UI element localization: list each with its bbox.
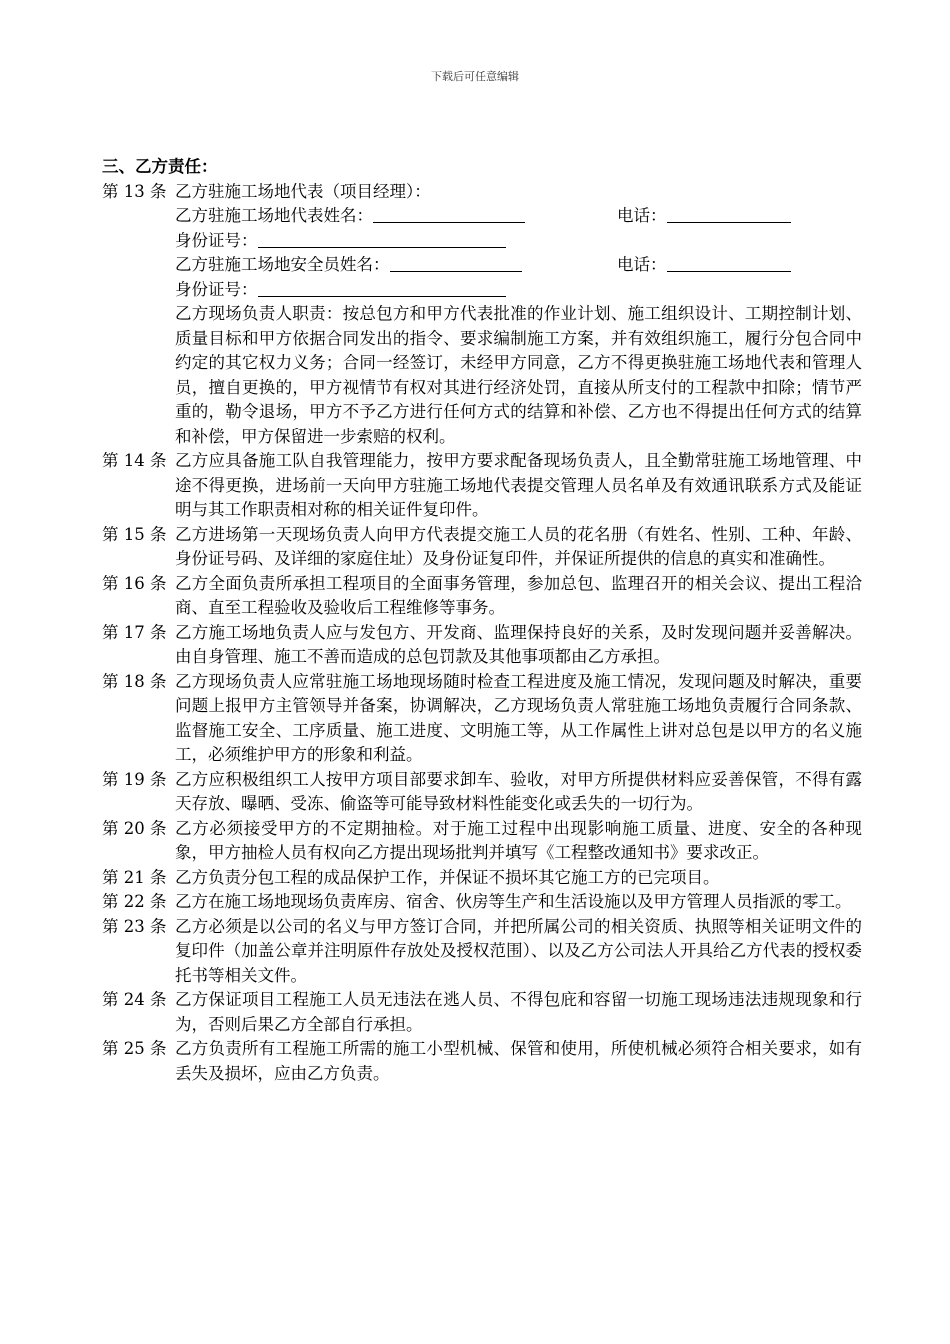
- article-text: 乙方在施工场地现场负责库房、宿舍、伙房等生产和生活设施以及甲方管理人员指派的零工。: [175, 892, 852, 911]
- rep-id-label: 身份证号：: [175, 230, 258, 250]
- article-text: 乙方必须是以公司的名义与甲方签订合同，并把所属公司的相关资质、执照等相关证明文件的复印件（加盖公章并注明原件存放处及授权范围）、以及乙方公司法人开具给乙方代表的授权委托书等相关文件。: [175, 916, 862, 985]
- section-title: 三、乙方责任：: [102, 157, 218, 176]
- article-label: 第 15 条: [102, 524, 167, 544]
- rep-id-blank[interactable]: [258, 229, 506, 248]
- rep-name-line: [175, 204, 862, 229]
- article-row: [102, 523, 862, 572]
- article-13: [102, 180, 862, 205]
- article-text: 乙方应积极组织工人按甲方项目部要求卸车、验收，对甲方所提供材料应妥善保管，不得有露天存放、曝晒、受冻、偷盗等可能导致材料性能变化或丢失的一切行为。: [175, 769, 862, 813]
- article-row: [102, 449, 862, 523]
- article-label: 第 20 条: [102, 818, 167, 838]
- rep-id-line: [175, 229, 862, 254]
- article-label: 第 19 条: [102, 769, 167, 789]
- safety-name-blank[interactable]: [390, 253, 522, 272]
- rep-fields: [102, 204, 862, 449]
- article-row: [102, 915, 862, 989]
- article-text: 乙方保证项目工程施工人员无违法在逃人员、不得包庇和容留一切施工现场违法违规现象和行为，否则后果乙方全部自行承担。: [175, 990, 862, 1034]
- rep-name-blank[interactable]: [373, 204, 525, 223]
- article-text: 乙方施工场地负责人应与发包方、开发商、监理保持良好的关系，及时发现问题并妥善解决。由自身管理、施工不善而造成的总包罚款及其他事项都由乙方承担。: [175, 622, 862, 666]
- article-text: 乙方必须接受甲方的不定期抽检。对于施工过程中出现影响施工质量、进度、安全的各种现象，甲方抽检人员有权向乙方提出现场批判并填写《工程整改通知书》要求改正。: [175, 818, 862, 862]
- safety-phone-label: 电话：: [617, 255, 667, 274]
- rep-phone-blank[interactable]: [667, 204, 791, 223]
- article-label: 第 14 条: [102, 451, 167, 470]
- article-text: 乙方负责分包工程的成品保护工作，并保证不损坏其它施工方的已完项目。: [175, 867, 720, 887]
- article-row: [102, 1037, 862, 1086]
- article-row: [102, 817, 862, 866]
- article-text: 乙方驻施工场地代表（项目经理）：: [175, 181, 431, 201]
- rep-phone-label: 电话：: [617, 206, 667, 225]
- article-label: 第 16 条: [102, 573, 167, 593]
- article-row: [102, 670, 862, 768]
- article-row: [102, 890, 862, 915]
- safety-id-label: 身份证号：: [175, 279, 258, 299]
- article-text: 乙方进场第一天现场负责人向甲方代表提交施工人员的花名册（有姓名、性别、工种、年龄、身份证号码、及详细的家庭住址）及身份证复印件，并保证所提供的信息的真实和准确性。: [175, 524, 862, 568]
- article-text: 乙方应具备施工队自我管理能力，按甲方要求配备现场负责人，且全勤常驻施工场地管理、中途不得更换，进场前一天向甲方驻施工场地代表提交管理人员名单及有效通讯联系方式及能证明与其工作职责相对称的相关证件复印件。: [175, 451, 862, 519]
- document-body: [102, 155, 862, 1086]
- article-label: 第 13 条: [102, 181, 167, 201]
- article-label: 第 25 条: [102, 1039, 167, 1058]
- article-label: 第 17 条: [102, 622, 167, 642]
- article-text: 乙方全面负责所承担工程项目的全面事务管理，参加总包、监理召开的相关会议、提出工程洽商、直至工程验收及验收后工程维修等事务。: [175, 573, 862, 617]
- article-text: 乙方现场负责人应常驻施工场地现场随时检查工程进度及施工情况，发现问题及时解决，重要问题上报甲方主管领导并备案，协调解决，乙方现场负责人常驻施工场地负责履行合同条款、监督施工安全、工序质量、施工进度、文明施工等，从工作属性上讲对总包是以甲方的名义施工，必须维护甲方的形象和利益。: [175, 671, 862, 764]
- safety-id-blank[interactable]: [258, 278, 506, 297]
- article-label: 第 18 条: [102, 671, 167, 691]
- article-label: 第 22 条: [102, 892, 167, 911]
- article-row: [102, 768, 862, 817]
- article-row: [102, 988, 862, 1037]
- safety-name-label: 乙方驻施工场地安全员姓名：: [175, 255, 390, 274]
- safety-phone-blank[interactable]: [667, 253, 791, 272]
- article-label: 第 21 条: [102, 867, 167, 887]
- article-row: [102, 572, 862, 621]
- rep-name-label: 乙方驻施工场地代表姓名：: [175, 206, 373, 225]
- article-label: 第 23 条: [102, 916, 167, 936]
- safety-id-line: [175, 278, 862, 303]
- page-header: 下载后可任意编辑: [431, 70, 519, 83]
- article-row: [102, 866, 862, 891]
- safety-name-line: [175, 253, 862, 278]
- article-list: [102, 449, 862, 1086]
- article-text: 乙方负责所有工程施工所需的施工小型机械、保管和使用，所使机械必须符合相关要求，如有丢失及损坏，应由乙方负责。: [175, 1039, 862, 1083]
- article-row: [102, 621, 862, 670]
- article-label: 第 24 条: [102, 990, 167, 1009]
- duty-paragraph: 乙方现场负责人职责：按总包方和甲方代表批准的作业计划、施工组织设计、工期控制计划、质量目标和甲方依据合同发出的指令、要求编制施工方案，并有效组织施工，履行分包合同中约定的其它权力义务；合同一经签订，未经甲方同意，乙方不得更换驻施工场地代表和管理人员，擅自更换的，甲方视情节有权对其进行经济处罚，直接从所支付的工程款中扣除；情节严重的，勒令退场，甲方不予乙方进行任何方式的结算和补偿、乙方也不得提出任何方式的结算和补偿，甲方保留进一步索赔的权利。: [175, 304, 862, 446]
